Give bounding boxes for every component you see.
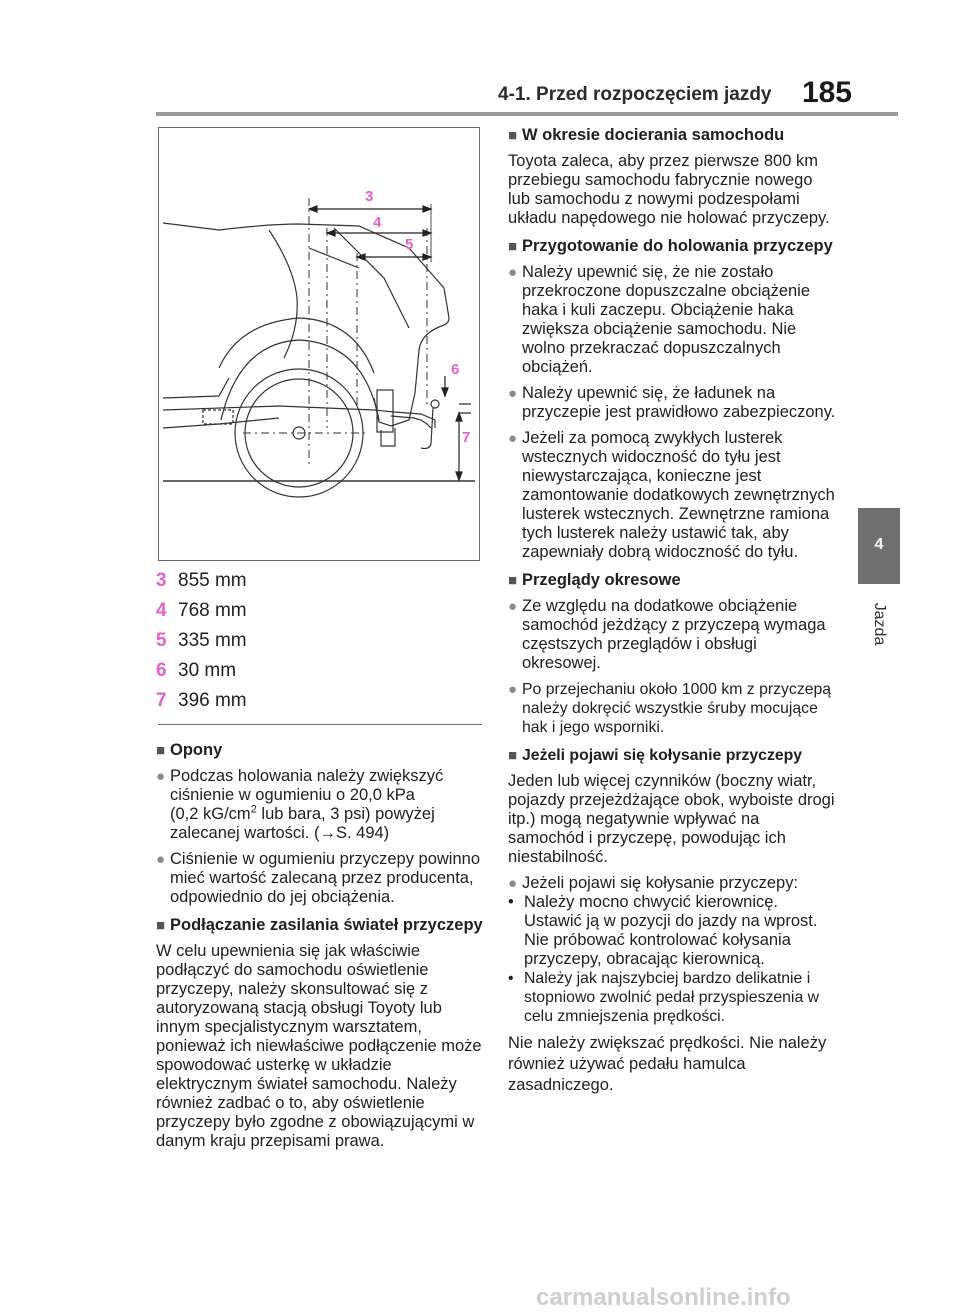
dash-item: • Należy mocno chwycić kierownicę. xyxy=(508,893,779,911)
dimension-item xyxy=(156,656,486,686)
bullet-item: ● Należy upewnić się, że nie zostało przekroczone dopuszczalne obciążenie haka i kuli zaczepu. Obciążenie haka zwiększa obciążenie samochodu. Nie wolno przekraczać dopuszczalnych obciążeń. xyxy=(508,263,811,376)
chapter-label: Jazda xyxy=(871,602,888,646)
dash-item-continuation: Ustawić ją w pozycji do jazdy na wprost. xyxy=(524,912,818,930)
dimension-value: 335 mm xyxy=(178,630,247,651)
page-header xyxy=(156,74,898,110)
dimension-list xyxy=(156,566,486,716)
dimension-number: 4 xyxy=(156,600,167,621)
bullet-item: ● Ciśnienie w ogumieniu przyczepy powinno mieć wartość zalecaną przez producenta, odpowiednio do jej obciążenia. xyxy=(156,850,480,906)
dash-item-continuation: Nie próbować kontrolować kołysania przyczepy, obracając kierownicą. xyxy=(524,931,791,968)
callout-6: 6 xyxy=(451,361,460,378)
watermark: carmanualsonline.info xyxy=(536,1284,791,1311)
paragraph: Nie należy zwiększać prędkości. Nie należy również używać pedału hamulca zasadniczego. xyxy=(508,1034,827,1094)
dimension-item xyxy=(156,596,486,626)
callout-7: 7 xyxy=(462,429,471,446)
section-heading: ■ Przeglądy okresowe xyxy=(508,571,681,589)
right-column xyxy=(508,126,838,1096)
dimension-number: 5 xyxy=(156,630,167,651)
section-heading: ■ Podłączanie zasilania świateł przyczepy xyxy=(156,916,483,934)
bullet-item: ● Podczas holowania należy zwiększyć ciśnienie w ogumieniu o 20,0 kPa (0,2 $kG/cm^2$ lub bara, 3 psi) powyżej zalecanej wartości. (→S. 494) xyxy=(156,767,444,842)
towing-dimensions-figure xyxy=(158,127,480,561)
section-title: 4-1. Przed rozpoczęciem jazdy xyxy=(498,84,772,105)
chapter-tab xyxy=(858,508,900,584)
dimension-value: 855 mm xyxy=(178,570,247,591)
callout-4: 4 xyxy=(373,214,382,231)
dimension-number: 3 xyxy=(156,570,167,591)
dash-item: • Należy jak najszybciej bardzo delikatnie i stopniowo zwolnić pedał przyspieszenia w celu zmniejszenia prędkości. xyxy=(508,970,820,1025)
bullet-item: ● Po przejechaniu około 1000 km z przyczepą należy dokręcić wszystkie śruby mocujące hak i jego wsporniki. xyxy=(508,681,832,736)
chapter-number: 4 xyxy=(874,536,884,553)
dimension-item xyxy=(156,566,486,596)
dimension-value: 768 mm xyxy=(178,600,247,621)
car-rear-diagram xyxy=(159,128,479,560)
bullet-item: ● Ze względu na dodatkowe obciążenie samochód jeżdżący z przyczepą wymaga częstszych przeglądów i obsługi okresowej. xyxy=(508,597,826,672)
paragraph: Jeden lub więcej czynników (boczny wiatr, pojazdy przejeżdżające obok, wyboiste drogi itp.) mogą negatywnie wpływać na samochód i przyczepę, powodując ich niestabilność. xyxy=(508,772,835,866)
section-heading: ■ W okresie docierania samochodu xyxy=(508,126,785,144)
dimension-value: 30 mm xyxy=(178,660,237,681)
dimension-item xyxy=(156,626,486,656)
section-heading: ■ Przygotowanie do holowania przyczepy xyxy=(508,237,833,255)
callout-5: 5 xyxy=(405,236,414,253)
paragraph: Toyota zaleca, aby przez pierwsze 800 km przebiegu samochodu fabrycznie nowego lub samochodu z nowymi podzespołami układu napędowego nie holować przyczepy. xyxy=(508,152,830,227)
bullet-item: ● Jeżeli za pomocą zwykłych lusterek wstecznych widoczność do tyłu jest niewystarczająca, konieczne jest zamontowanie dodatkowych zewnętrznych lusterek wstecznych. Zewnętrzne ramiona tych lusterek należy ustawić tak, aby zapewniały dobrą widoczność do tyłu. xyxy=(508,429,835,561)
paragraph: W celu upewnienia się jak właściwie podłączyć do samochodu oświetlenie przyczepy, należy skonsultować się z autoryzowaną stacją obsługi Toyoty lub innym specjalistycznym warsztatem, ponieważ ich niewłaściwe podłączenie może spowodować usterkę w układzie elektrycznym świateł samochodu. Należy również zadbać o to, aby oświetlenie przyczepy było zgodne z obowiązującymi w danym kraju przepisami prawa. xyxy=(156,942,482,1150)
divider xyxy=(158,724,482,725)
section-heading: ■ Jeżeli pojawi się kołysanie przyczepy xyxy=(508,747,803,764)
section-heading: ■ Opony xyxy=(156,741,223,759)
bullet-item: ● Należy upewnić się, że ładunek na przyczepie jest prawidłowo zabezpieczony. xyxy=(508,384,836,421)
dimension-item xyxy=(156,686,486,716)
dimension-number: 6 xyxy=(156,660,167,681)
dimension-number: 7 xyxy=(156,690,167,711)
bullet-item: ● Jeżeli pojawi się kołysanie przyczepy: xyxy=(508,874,799,892)
left-column xyxy=(156,732,484,1151)
callout-3: 3 xyxy=(365,188,374,205)
page-number: 185 xyxy=(801,76,852,109)
header-rule xyxy=(156,112,898,116)
dimension-value: 396 mm xyxy=(178,690,247,711)
